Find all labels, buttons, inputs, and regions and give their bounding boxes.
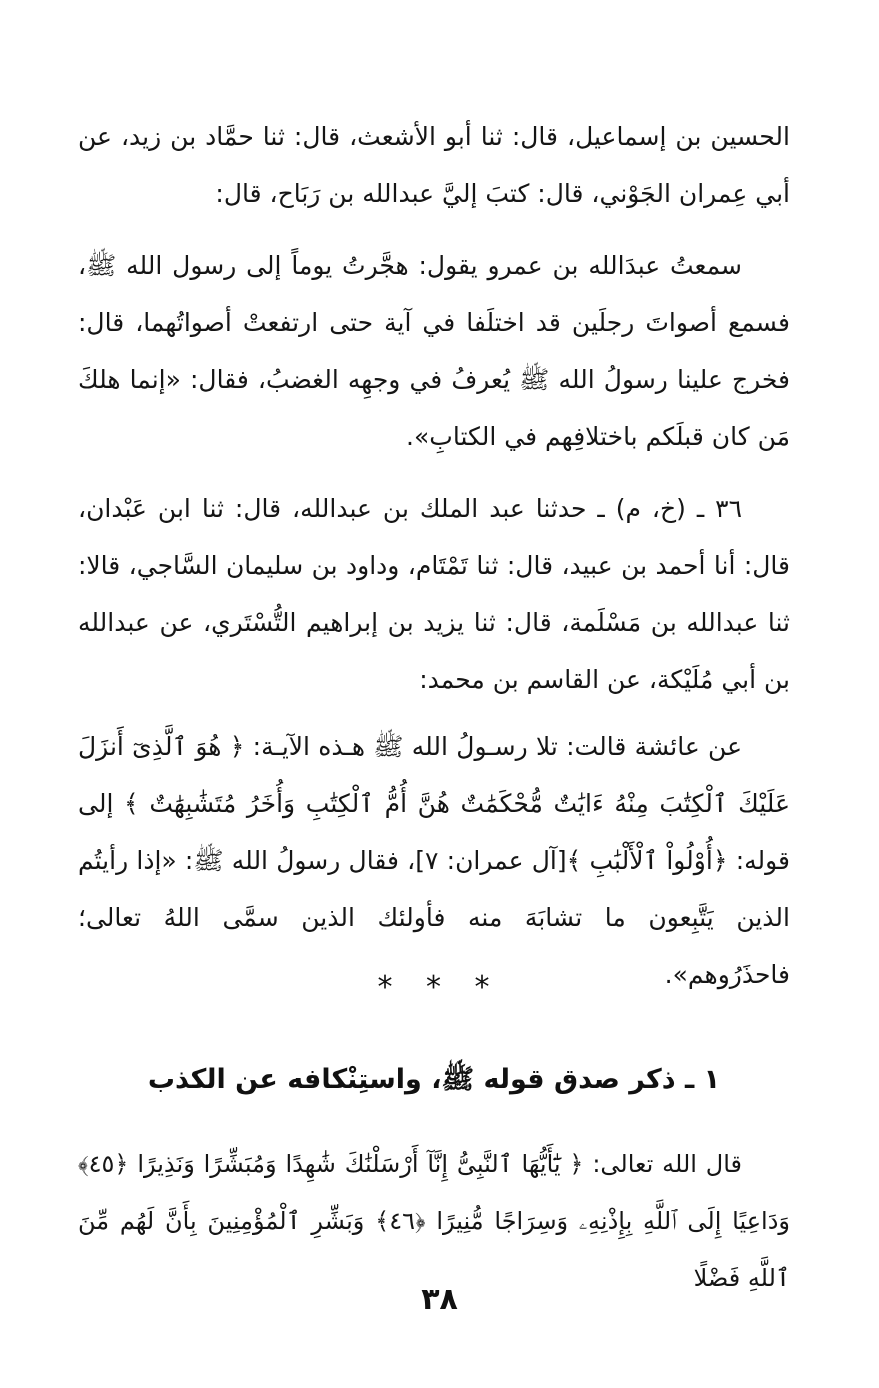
- section-separator: * * *: [377, 970, 502, 1005]
- page-number: ٣٨: [421, 1282, 458, 1317]
- paragraph-hadith-36-matn: عن عائشة قالت: تلا رسـولُ الله ﷺ هـذه الآيـة: ﴿ هُوَ ٱلَّذِىٓ أَنزَلَ عَلَيْكَ ٱلْكِتَٰبَ مِنْهُ ءَايَٰتٌ مُّحْكَمَٰتٌ هُنَّ أُمُّ ٱلْكِتَٰبِ وَأُخَرُ مُتَشَٰبِهَٰتٌ ﴾ إلى قوله: ﴿أُوْلُواْ ٱلْأَلْبَٰبِ ﴾[آل عمران: ٧]، فقال رسولُ الله ﷺ: «إذا رأيتُم الذين يَتَّبِعون ما تشابَهَ منه فأولئك الذين سمَّى اللهُ تعالى؛ فاحذَرُوهم».: [78, 732, 791, 989]
- paragraph-hadith-36-isnad: ٣٦ ـ (خ، م) ـ حدثنا عبد الملك بن عبدالله، قال: ثنا ابن عَبْدان، قال: أنا أحمد بن عبيد، قال: ثنا تَمْتَام، وداود بن سليمان السَّاجي، قالا: ثنا عبدالله بن مَسْلَمة، قال: ثنا يزيد بن إبراهيم التُّسْتَري، عن عبدالله بن أبي مُلَيْكة، عن القاسم بن محمد:: [78, 494, 790, 694]
- section-heading: ١ ـ ذكر صدق قوله ﷺ، واستِنْكافه عن الكذب: [147, 1064, 721, 1095]
- paragraph-quran-verse: قال الله تعالى: ﴿ يَٰٓأَيُّهَا ٱلنَّبِىُّ إِنَّآ أَرْسَلْنَٰكَ شَٰهِدًا وَمُبَشِّرًا وَنَذِيرًا ﴿٤٥﴾ وَدَاعِيًا إِلَى ٱللَّهِ بِإِذْنِهِۦ وَسِرَاجًا مُّنِيرًا ﴿٤٦﴾ وَبَشِّرِ ٱلْمُؤْمِنِينَ بِأَنَّ لَهُم مِّنَ ٱللَّهِ فَضْلًا: [78, 1150, 790, 1292]
- paragraph-isnad-1: الحسين بن إسماعيل، قال: ثنا أبو الأشعث، قال: ثنا حمَّاد بن زيد، عن أبي عِمران الجَوْني، قال: كتبَ إليَّ عبدالله بن رَبَاح، قال:: [78, 122, 790, 208]
- paragraph-hadith-1: سمعتُ عبدَالله بن عمرو يقول: هجَّرتُ يوماً إلى رسول الله ﷺ، فسمع أصواتَ رجلَين قد اختلَفا في آية حتى ارتفعتْ أصواتُهما، قال: فخرج علينا رسولُ الله ﷺ يُعرفُ في وجهِه الغضبُ، فقال: «إنما هلكَ مَن كان قبلَكم باختلافِهم في الكتابِ».: [78, 251, 790, 451]
